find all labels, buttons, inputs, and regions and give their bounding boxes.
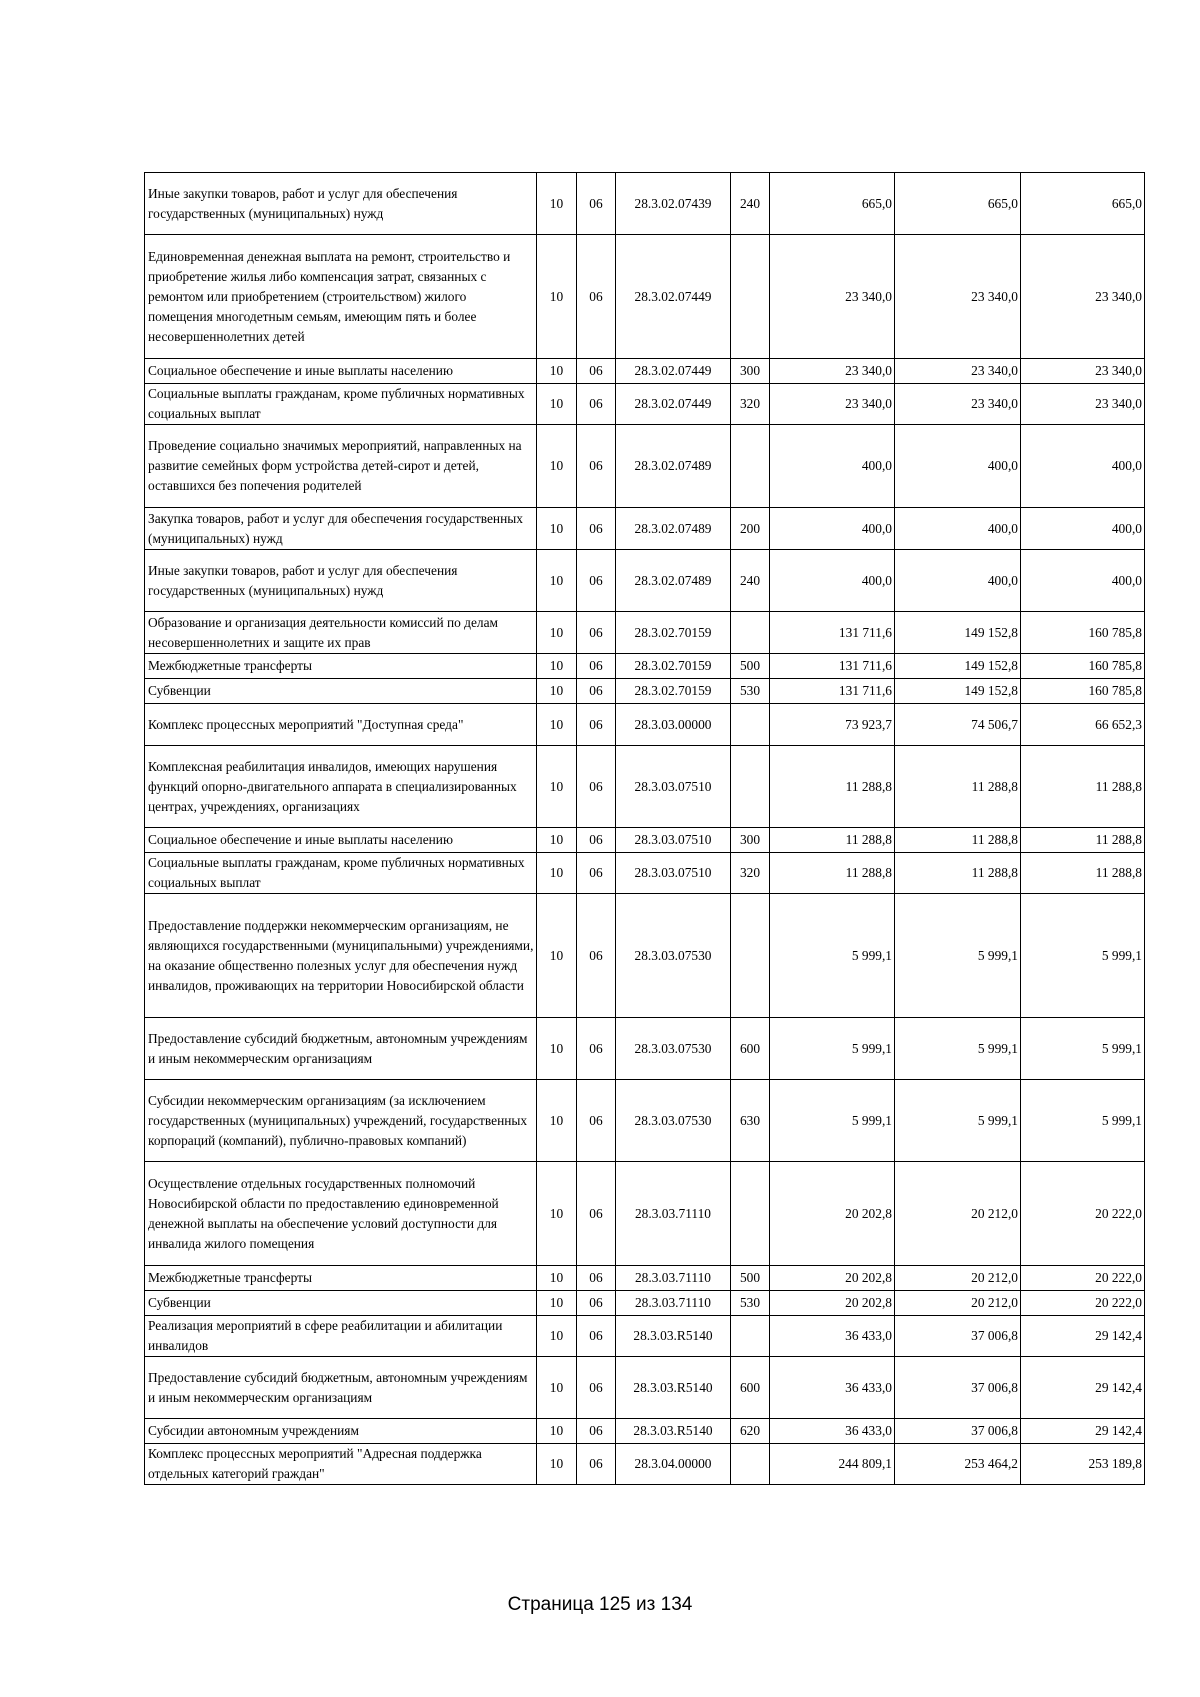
cell-amount-year2: 400,0 [895, 508, 1021, 550]
cell-amount-year3: 665,0 [1021, 173, 1145, 235]
cell-expense-type: 300 [731, 359, 770, 384]
cell-name: Иные закупки товаров, работ и услуг для обеспечения государственных (муниципальных) нужд [145, 173, 537, 235]
cell-amount-year1: 23 340,0 [770, 235, 895, 359]
cell-section: 10 [537, 1291, 577, 1316]
table-row [145, 853, 1145, 894]
cell-subsection: 06 [577, 1316, 616, 1357]
cell-section: 10 [537, 828, 577, 853]
cell-amount-year2: 37 006,8 [895, 1419, 1021, 1444]
cell-amount-year1: 131 711,6 [770, 654, 895, 679]
table-body [145, 173, 1145, 1485]
cell-section: 10 [537, 1357, 577, 1419]
cell-amount-year1: 5 999,1 [770, 1080, 895, 1162]
cell-amount-year2: 11 288,8 [895, 853, 1021, 894]
cell-amount-year3: 66 652,3 [1021, 704, 1145, 746]
cell-name: Субсидии автономным учреждениям [145, 1419, 537, 1444]
cell-target-article: 28.3.02.07489 [616, 425, 731, 508]
cell-amount-year3: 160 785,8 [1021, 679, 1145, 704]
table-row [145, 654, 1145, 679]
cell-name: Межбюджетные трансферты [145, 654, 537, 679]
cell-expense-type: 200 [731, 508, 770, 550]
table-row [145, 550, 1145, 612]
cell-target-article: 28.3.02.07449 [616, 384, 731, 425]
cell-expense-type [731, 746, 770, 828]
cell-amount-year3: 400,0 [1021, 550, 1145, 612]
cell-amount-year3: 11 288,8 [1021, 853, 1145, 894]
cell-target-article: 28.3.02.07489 [616, 550, 731, 612]
cell-name: Предоставление субсидий бюджетным, автономным учреждениям и иным некоммерческим организациям [145, 1018, 537, 1080]
cell-expense-type [731, 894, 770, 1018]
cell-subsection: 06 [577, 828, 616, 853]
cell-target-article: 28.3.03.07530 [616, 1080, 731, 1162]
cell-section: 10 [537, 679, 577, 704]
cell-name: Проведение социально значимых мероприятий, направленных на развитие семейных форм устройства детей-сирот и детей, оставшихся без попечения родителей [145, 425, 537, 508]
cell-expense-type: 500 [731, 654, 770, 679]
cell-expense-type [731, 235, 770, 359]
cell-expense-type [731, 1444, 770, 1485]
cell-amount-year3: 11 288,8 [1021, 828, 1145, 853]
cell-target-article: 28.3.03.R5140 [616, 1316, 731, 1357]
cell-section: 10 [537, 1162, 577, 1266]
cell-amount-year1: 73 923,7 [770, 704, 895, 746]
cell-subsection: 06 [577, 550, 616, 612]
cell-target-article: 28.3.02.70159 [616, 612, 731, 654]
cell-amount-year2: 20 212,0 [895, 1162, 1021, 1266]
cell-expense-type [731, 425, 770, 508]
cell-target-article: 28.3.02.07449 [616, 359, 731, 384]
cell-amount-year2: 20 212,0 [895, 1291, 1021, 1316]
table-row [145, 1266, 1145, 1291]
cell-amount-year1: 23 340,0 [770, 384, 895, 425]
cell-subsection: 06 [577, 679, 616, 704]
cell-amount-year2: 23 340,0 [895, 384, 1021, 425]
page-footer: Страница 125 из 134 [507, 1594, 693, 1615]
cell-section: 10 [537, 853, 577, 894]
cell-subsection: 06 [577, 1419, 616, 1444]
cell-section: 10 [537, 1080, 577, 1162]
table-row [145, 1018, 1145, 1080]
cell-amount-year1: 665,0 [770, 173, 895, 235]
cell-amount-year3: 23 340,0 [1021, 359, 1145, 384]
cell-target-article: 28.3.03.71110 [616, 1291, 731, 1316]
cell-subsection: 06 [577, 235, 616, 359]
cell-section: 10 [537, 1444, 577, 1485]
cell-amount-year1: 36 433,0 [770, 1419, 895, 1444]
cell-amount-year3: 160 785,8 [1021, 654, 1145, 679]
table-row [145, 1357, 1145, 1419]
cell-name: Субвенции [145, 1291, 537, 1316]
cell-subsection: 06 [577, 612, 616, 654]
cell-name: Социальное обеспечение и иные выплаты населению [145, 359, 537, 384]
cell-expense-type: 530 [731, 1291, 770, 1316]
cell-amount-year3: 253 189,8 [1021, 1444, 1145, 1485]
table-row [145, 746, 1145, 828]
cell-subsection: 06 [577, 1266, 616, 1291]
cell-amount-year2: 5 999,1 [895, 894, 1021, 1018]
cell-target-article: 28.3.03.07510 [616, 746, 731, 828]
cell-amount-year3: 11 288,8 [1021, 746, 1145, 828]
cell-name: Реализация мероприятий в сфере реабилитации и абилитации инвалидов [145, 1316, 537, 1357]
cell-subsection: 06 [577, 1162, 616, 1266]
cell-name: Межбюджетные трансферты [145, 1266, 537, 1291]
table-row [145, 1291, 1145, 1316]
cell-amount-year1: 400,0 [770, 550, 895, 612]
cell-expense-type [731, 1162, 770, 1266]
cell-amount-year2: 74 506,7 [895, 704, 1021, 746]
cell-target-article: 28.3.03.07530 [616, 1018, 731, 1080]
cell-subsection: 06 [577, 894, 616, 1018]
cell-name: Иные закупки товаров, работ и услуг для обеспечения государственных (муниципальных) нужд [145, 550, 537, 612]
cell-expense-type: 620 [731, 1419, 770, 1444]
cell-amount-year1: 20 202,8 [770, 1266, 895, 1291]
cell-expense-type: 630 [731, 1080, 770, 1162]
cell-section: 10 [537, 1266, 577, 1291]
cell-amount-year3: 20 222,0 [1021, 1266, 1145, 1291]
cell-amount-year1: 23 340,0 [770, 359, 895, 384]
cell-subsection: 06 [577, 359, 616, 384]
cell-name: Комплекс процессных мероприятий "Доступная среда" [145, 704, 537, 746]
cell-amount-year1: 36 433,0 [770, 1316, 895, 1357]
cell-amount-year1: 400,0 [770, 425, 895, 508]
cell-amount-year3: 5 999,1 [1021, 1080, 1145, 1162]
cell-amount-year3: 23 340,0 [1021, 235, 1145, 359]
cell-name: Комплекс процессных мероприятий "Адресная поддержка отдельных категорий граждан" [145, 1444, 537, 1485]
cell-amount-year2: 37 006,8 [895, 1357, 1021, 1419]
cell-amount-year2: 11 288,8 [895, 828, 1021, 853]
cell-expense-type [731, 704, 770, 746]
cell-amount-year1: 11 288,8 [770, 746, 895, 828]
cell-expense-type: 320 [731, 853, 770, 894]
cell-target-article: 28.3.02.07449 [616, 235, 731, 359]
cell-amount-year3: 29 142,4 [1021, 1419, 1145, 1444]
cell-amount-year1: 5 999,1 [770, 1018, 895, 1080]
cell-expense-type: 300 [731, 828, 770, 853]
cell-amount-year2: 253 464,2 [895, 1444, 1021, 1485]
budget-table [144, 172, 1145, 1485]
cell-amount-year3: 5 999,1 [1021, 1018, 1145, 1080]
cell-section: 10 [537, 1419, 577, 1444]
cell-subsection: 06 [577, 1357, 616, 1419]
cell-amount-year2: 23 340,0 [895, 235, 1021, 359]
cell-amount-year2: 23 340,0 [895, 359, 1021, 384]
cell-target-article: 28.3.03.R5140 [616, 1419, 731, 1444]
cell-target-article: 28.3.03.71110 [616, 1162, 731, 1266]
table-row [145, 359, 1145, 384]
cell-subsection: 06 [577, 654, 616, 679]
cell-target-article: 28.3.02.70159 [616, 679, 731, 704]
cell-subsection: 06 [577, 746, 616, 828]
cell-expense-type [731, 1316, 770, 1357]
table-row [145, 173, 1145, 235]
cell-amount-year1: 5 999,1 [770, 894, 895, 1018]
cell-amount-year1: 11 288,8 [770, 828, 895, 853]
cell-amount-year2: 149 152,8 [895, 679, 1021, 704]
cell-amount-year2: 11 288,8 [895, 746, 1021, 828]
cell-amount-year3: 20 222,0 [1021, 1162, 1145, 1266]
cell-section: 10 [537, 654, 577, 679]
cell-subsection: 06 [577, 853, 616, 894]
cell-name: Субсидии некоммерческим организациям (за исключением государственных (муниципальных) учреждений, государственных корпораций (компаний), публично-правовых компаний) [145, 1080, 537, 1162]
cell-amount-year2: 149 152,8 [895, 612, 1021, 654]
cell-amount-year1: 244 809,1 [770, 1444, 895, 1485]
table-row [145, 508, 1145, 550]
cell-amount-year3: 5 999,1 [1021, 894, 1145, 1018]
cell-amount-year3: 29 142,4 [1021, 1316, 1145, 1357]
cell-section: 10 [537, 173, 577, 235]
cell-section: 10 [537, 894, 577, 1018]
table-row [145, 1419, 1145, 1444]
table-row [145, 679, 1145, 704]
cell-amount-year3: 160 785,8 [1021, 612, 1145, 654]
cell-section: 10 [537, 550, 577, 612]
cell-amount-year1: 20 202,8 [770, 1291, 895, 1316]
cell-expense-type: 240 [731, 173, 770, 235]
cell-name: Социальное обеспечение и иные выплаты населению [145, 828, 537, 853]
cell-section: 10 [537, 704, 577, 746]
table-row [145, 1080, 1145, 1162]
cell-target-article: 28.3.03.07530 [616, 894, 731, 1018]
cell-amount-year3: 23 340,0 [1021, 384, 1145, 425]
cell-subsection: 06 [577, 1291, 616, 1316]
table-row [145, 828, 1145, 853]
cell-subsection: 06 [577, 1444, 616, 1485]
cell-target-article: 28.3.03.71110 [616, 1266, 731, 1291]
cell-section: 10 [537, 1018, 577, 1080]
cell-amount-year1: 400,0 [770, 508, 895, 550]
cell-amount-year3: 400,0 [1021, 508, 1145, 550]
cell-section: 10 [537, 235, 577, 359]
cell-section: 10 [537, 746, 577, 828]
cell-expense-type: 530 [731, 679, 770, 704]
cell-amount-year2: 20 212,0 [895, 1266, 1021, 1291]
cell-expense-type: 600 [731, 1357, 770, 1419]
cell-name: Осуществление отдельных государственных полномочий Новосибирской области по предоставлению единовременной денежной выплаты на обеспечение условий доступности для инвалида жилого помещения [145, 1162, 537, 1266]
cell-amount-year1: 131 711,6 [770, 612, 895, 654]
cell-amount-year2: 149 152,8 [895, 654, 1021, 679]
cell-subsection: 06 [577, 1080, 616, 1162]
cell-subsection: 06 [577, 173, 616, 235]
cell-target-article: 28.3.02.70159 [616, 654, 731, 679]
cell-target-article: 28.3.03.R5140 [616, 1357, 731, 1419]
cell-expense-type: 600 [731, 1018, 770, 1080]
cell-target-article: 28.3.02.07439 [616, 173, 731, 235]
cell-name: Единовременная денежная выплата на ремонт, строительство и приобретение жилья либо компенсация затрат, связанных с ремонтом или приобретением (строительством) жилого помещения многодетным семьям, имеющим пять и более несовершеннолетних детей [145, 235, 537, 359]
cell-section: 10 [537, 384, 577, 425]
cell-subsection: 06 [577, 1018, 616, 1080]
cell-amount-year1: 131 711,6 [770, 679, 895, 704]
cell-name: Предоставление поддержки некоммерческим организациям, не являющихся государственными (муниципальными) учреждениями, на оказание общественно полезных услуг для обеспечения нужд инвалидов, проживающих на территории Новосибирской области [145, 894, 537, 1018]
cell-amount-year2: 5 999,1 [895, 1018, 1021, 1080]
cell-section: 10 [537, 359, 577, 384]
cell-amount-year2: 37 006,8 [895, 1316, 1021, 1357]
cell-subsection: 06 [577, 508, 616, 550]
cell-amount-year2: 5 999,1 [895, 1080, 1021, 1162]
cell-amount-year2: 400,0 [895, 550, 1021, 612]
cell-amount-year3: 29 142,4 [1021, 1357, 1145, 1419]
cell-subsection: 06 [577, 384, 616, 425]
table-row [145, 704, 1145, 746]
cell-target-article: 28.3.02.07489 [616, 508, 731, 550]
cell-amount-year2: 665,0 [895, 173, 1021, 235]
cell-name: Социальные выплаты гражданам, кроме публичных нормативных социальных выплат [145, 853, 537, 894]
cell-name: Субвенции [145, 679, 537, 704]
cell-name: Социальные выплаты гражданам, кроме публичных нормативных социальных выплат [145, 384, 537, 425]
cell-amount-year1: 20 202,8 [770, 1162, 895, 1266]
cell-expense-type: 320 [731, 384, 770, 425]
cell-name: Закупка товаров, работ и услуг для обеспечения государственных (муниципальных) нужд [145, 508, 537, 550]
cell-section: 10 [537, 425, 577, 508]
table-row [145, 235, 1145, 359]
cell-name: Предоставление субсидий бюджетным, автономным учреждениям и иным некоммерческим организациям [145, 1357, 537, 1419]
cell-name: Комплексная реабилитация инвалидов, имеющих нарушения функций опорно-двигательного аппарата в специализированных центрах, учреждениях, организациях [145, 746, 537, 828]
cell-section: 10 [537, 1316, 577, 1357]
cell-section: 10 [537, 508, 577, 550]
cell-expense-type [731, 612, 770, 654]
cell-target-article: 28.3.03.00000 [616, 704, 731, 746]
table-row [145, 1316, 1145, 1357]
table-row [145, 384, 1145, 425]
table-row [145, 1444, 1145, 1485]
cell-target-article: 28.3.04.00000 [616, 1444, 731, 1485]
table-row [145, 612, 1145, 654]
cell-subsection: 06 [577, 425, 616, 508]
cell-amount-year1: 11 288,8 [770, 853, 895, 894]
cell-expense-type: 500 [731, 1266, 770, 1291]
cell-amount-year3: 400,0 [1021, 425, 1145, 508]
cell-amount-year2: 400,0 [895, 425, 1021, 508]
cell-expense-type: 240 [731, 550, 770, 612]
cell-amount-year1: 36 433,0 [770, 1357, 895, 1419]
cell-section: 10 [537, 612, 577, 654]
cell-subsection: 06 [577, 704, 616, 746]
cell-target-article: 28.3.03.07510 [616, 828, 731, 853]
cell-target-article: 28.3.03.07510 [616, 853, 731, 894]
table-row [145, 1162, 1145, 1266]
table-row [145, 894, 1145, 1018]
cell-name: Образование и организация деятельности комиссий по делам несовершеннолетних и защите их прав [145, 612, 537, 654]
cell-amount-year3: 20 222,0 [1021, 1291, 1145, 1316]
table-row [145, 425, 1145, 508]
